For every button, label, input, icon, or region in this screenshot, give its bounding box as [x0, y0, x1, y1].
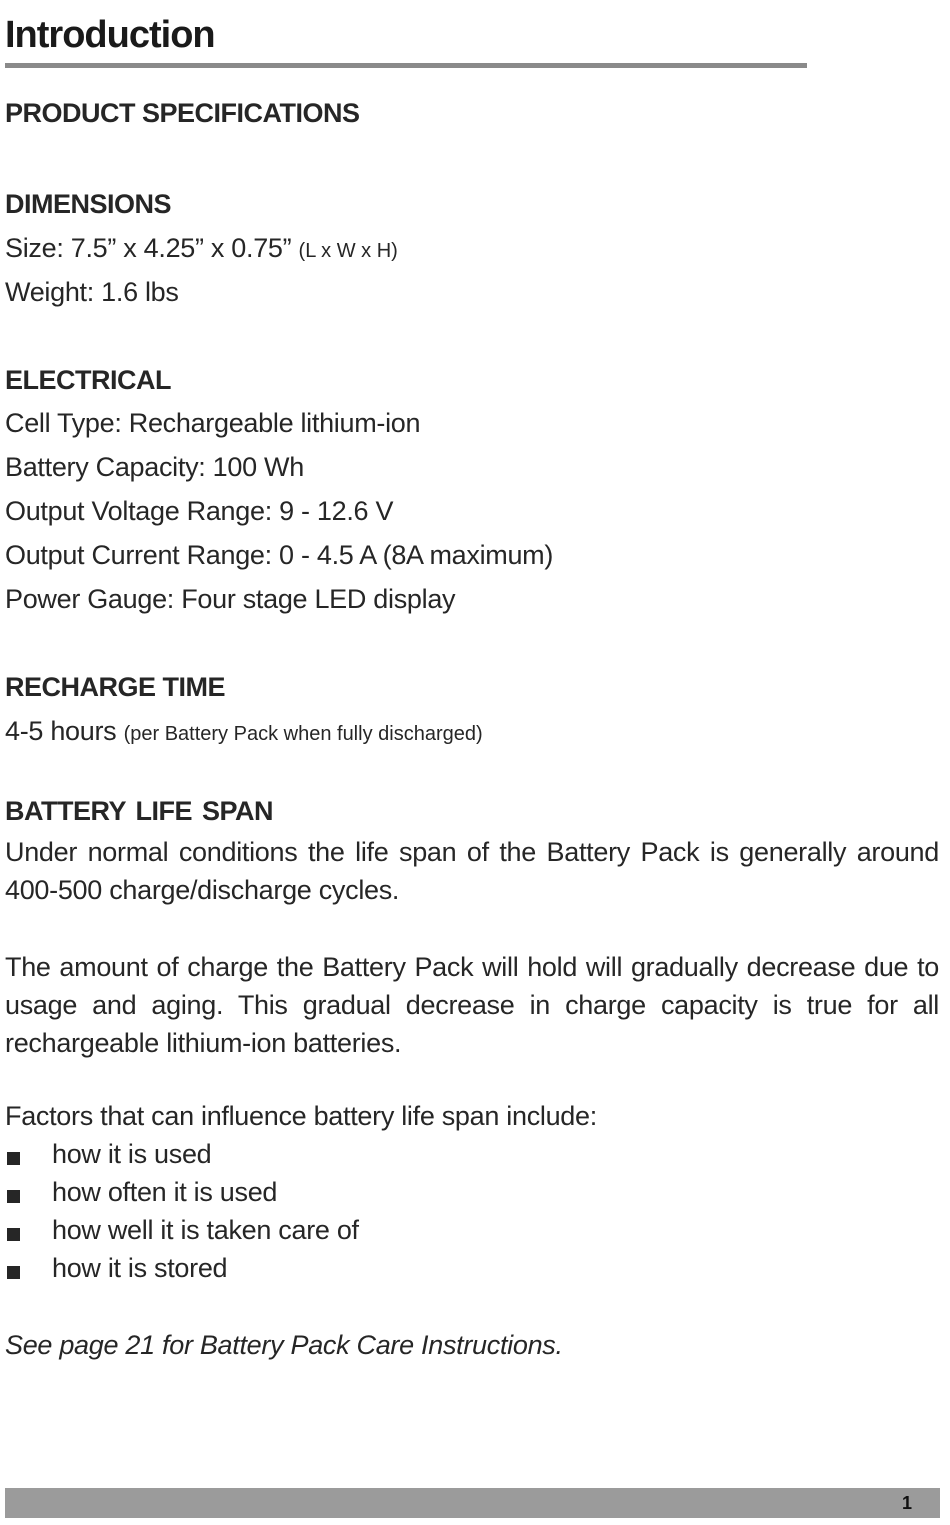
electrical-line: Battery Capacity: 100 Wh	[5, 452, 304, 482]
electrical-line: Output Current Range: 0 - 4.5 A (8A maximum)	[5, 540, 554, 570]
life-span-heading: BATTERY LIFE SPAN	[5, 796, 274, 826]
electrical-line: Cell Type: Rechargeable lithium-ion	[5, 408, 421, 438]
page-title: Introduction	[5, 14, 215, 56]
page-number: 1	[901, 1493, 912, 1513]
electrical-line: Power Gauge: Four stage LED display	[5, 584, 456, 614]
footer-bar	[5, 1488, 940, 1518]
care-instructions-reference: See page 21 for Battery Pack Care Instructions.	[5, 1330, 563, 1360]
dimensions-weight: Weight: 1.6 lbs	[5, 277, 179, 307]
dimensions-heading: DIMENSIONS	[5, 189, 172, 219]
title-underline	[5, 63, 807, 68]
recharge-value: 4-5 hours	[5, 716, 117, 746]
list-item-text: how well it is taken care of	[52, 1215, 359, 1245]
bullet-square-icon	[7, 1228, 20, 1241]
electrical-line: Output Voltage Range: 9 - 12.6 V	[5, 496, 394, 526]
bullet-square-icon	[7, 1190, 20, 1203]
list-item-text: how it is used	[52, 1139, 212, 1169]
life-span-paragraph-2: The amount of charge the Battery Pack will hold will gradually decrease due to usage and aging. This gradual decrease in charge capacity is true for all rechargeable lithium-ion batteries.	[5, 952, 939, 1058]
factors-intro: Factors that can influence battery life span include:	[5, 1101, 597, 1131]
dimensions-size	[5, 233, 398, 264]
recharge-note: (per Battery Pack when fully discharged)	[123, 723, 483, 745]
recharge-time	[5, 716, 483, 747]
dimensions-size-note: (L x W x H)	[298, 240, 398, 262]
life-span-paragraph-1: Under normal conditions the life span of the Battery Pack is generally around 400-500 charge/discharge cycles.	[5, 837, 939, 905]
bullet-square-icon	[7, 1266, 20, 1279]
bullet-square-icon	[7, 1152, 20, 1165]
section-heading: PRODUCT SPECIFICATIONS	[5, 98, 360, 128]
dimensions-size-value: Size: 7.5” x 4.25” x 0.75”	[5, 233, 292, 263]
recharge-heading: RECHARGE TIME	[5, 672, 226, 702]
list-item-text: how it is stored	[52, 1253, 228, 1283]
list-item-text: how often it is used	[52, 1177, 278, 1207]
electrical-heading: ELECTRICAL	[5, 365, 171, 395]
